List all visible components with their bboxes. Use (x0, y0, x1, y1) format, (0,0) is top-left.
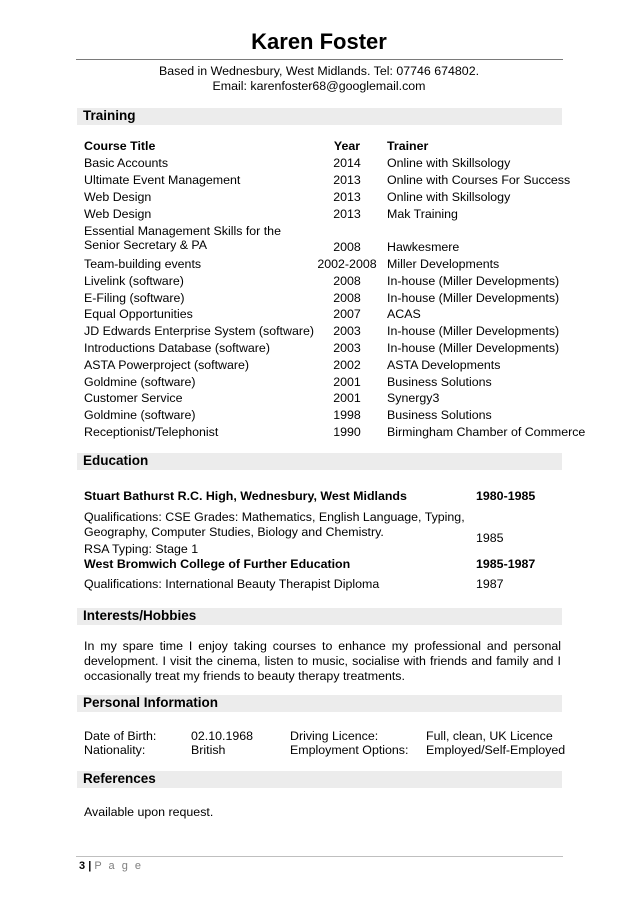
employment-value: Employed/Self-Employed (426, 743, 566, 757)
training-course: Web Design (84, 190, 152, 204)
training-trainer: In-house (Miller Developments) (387, 324, 560, 338)
training-course: Team-building events (84, 257, 202, 271)
training-trainer: Synergy3 (387, 391, 440, 405)
training-year: 2008 (333, 240, 361, 254)
school-2-name: West Bromwich College of Further Education (84, 557, 351, 571)
training-year: 1998 (333, 408, 361, 422)
training-course: Goldmine (software) (84, 375, 196, 389)
references-heading: References (83, 771, 156, 786)
licence-value: Full, clean, UK Licence (426, 729, 553, 743)
training-year: 2001 (333, 391, 361, 405)
employment-label: Employment Options: (290, 743, 409, 757)
school-1-qualifications-line-1: Qualifications: CSE Grades: Mathematics, English Language, Typing, (84, 510, 465, 524)
training-course-continued: Senior Secretary & PA (84, 238, 208, 252)
education-heading: Education (83, 453, 149, 468)
training-year: 2002-2008 (317, 257, 377, 271)
references-text: Available upon request. (84, 805, 214, 819)
training-course: Introductions Database (software) (84, 341, 270, 355)
training-year: 2014 (333, 156, 361, 170)
training-trainer: In-house (Miller Developments) (387, 341, 560, 355)
personal-section-header (77, 695, 562, 712)
page-word: P a g e (94, 860, 143, 872)
training-course: Livelink (software) (84, 274, 184, 288)
page-separator: | (88, 860, 92, 872)
header-divider (76, 59, 563, 60)
col-header-year: Year (333, 139, 361, 153)
col-header-course: Course Title (84, 139, 156, 153)
page-number: 3 (79, 860, 86, 872)
school-2-qualification: Qualifications: International Beauty Therapist Diploma (84, 577, 380, 591)
training-course: Equal Opportunities (84, 307, 193, 321)
interests-heading: Interests/Hobbies (83, 608, 197, 623)
training-trainer: In-house (Miller Developments) (387, 274, 560, 288)
training-course: Customer Service (84, 391, 183, 405)
training-course: Basic Accounts (84, 156, 169, 170)
training-trainer: Mak Training (387, 207, 458, 221)
training-year: 2008 (333, 291, 361, 305)
training-trainer: Birmingham Chamber of Commerce (387, 425, 586, 439)
page-footer (79, 860, 143, 872)
training-trainer: Miller Developments (387, 257, 500, 271)
training-section-header (77, 108, 562, 125)
training-course: Ultimate Event Management (84, 173, 241, 187)
training-year: 2013 (333, 207, 361, 221)
training-heading: Training (83, 108, 136, 123)
training-year: 2013 (333, 190, 361, 204)
training-course: Web Design (84, 207, 152, 221)
training-trainer: Online with Skillsology (387, 156, 511, 170)
training-year: 2003 (333, 341, 361, 355)
training-course: JD Edwards Enterprise System (software) (84, 324, 314, 338)
training-course: ASTA Powerproject (software) (84, 358, 250, 372)
training-year: 2007 (333, 307, 361, 321)
training-course: Receptionist/Telephonist (84, 425, 219, 439)
training-year: 2001 (333, 375, 361, 389)
training-year: 2003 (333, 324, 361, 338)
contact-line-1: Based in Wednesbury, West Midlands. Tel: 07746 674802. (158, 64, 480, 78)
dob-value: 02.10.1968 (191, 729, 254, 743)
footer-divider (76, 856, 563, 857)
school-1-qualification-year: 1985 (476, 531, 504, 545)
school-1-qualifications-line-2: Geography, Computer Studies, Biology and Chemistry. (84, 525, 384, 539)
school-1-years: 1980-1985 (476, 489, 536, 503)
nationality-value: British (191, 743, 226, 757)
training-course: Goldmine (software) (84, 408, 196, 422)
col-header-trainer: Trainer (387, 139, 429, 153)
school-2-qualification-year: 1987 (476, 577, 504, 591)
training-trainer: Online with Courses For Success (387, 173, 571, 187)
references-section-header (77, 771, 562, 788)
interests-paragraph: In my spare time I enjoy taking courses to enhance my professional and personal development. I visit the cinema, listen to music, socialise with friends and family and I occasionally treat my friends to beauty therapy treatments. (84, 639, 561, 683)
school-1-name: Stuart Bathurst R.C. High, Wednesbury, West Midlands (84, 489, 407, 503)
dob-label: Date of Birth: (84, 729, 157, 743)
contact-line-2: Email: karenfoster68@googlemail.com (212, 79, 426, 93)
training-year: 1990 (333, 425, 361, 439)
training-trainer: Online with Skillsology (387, 190, 511, 204)
licence-label: Driving Licence: (290, 729, 379, 743)
candidate-name: Karen Foster (251, 29, 387, 54)
training-trainer: ASTA Developments (387, 358, 501, 372)
training-trainer: ACAS (387, 307, 421, 321)
training-trainer: Business Solutions (387, 408, 492, 422)
school-1-rsa-typing: RSA Typing: Stage 1 (84, 542, 199, 556)
interests-section-header (77, 608, 562, 625)
nationality-label: Nationality: (84, 743, 146, 757)
training-trainer: In-house (Miller Developments) (387, 291, 560, 305)
training-year: 2013 (333, 173, 361, 187)
school-2-years: 1985-1987 (476, 557, 536, 571)
training-trainer: Hawkesmere (387, 240, 460, 254)
training-year: 2002 (333, 358, 361, 372)
personal-heading: Personal Information (83, 695, 219, 710)
training-trainer: Business Solutions (387, 375, 492, 389)
training-year: 2008 (333, 274, 361, 288)
training-course: Essential Management Skills for the (84, 224, 281, 238)
education-section-header (77, 453, 562, 470)
training-course: E-Filing (software) (84, 291, 185, 305)
